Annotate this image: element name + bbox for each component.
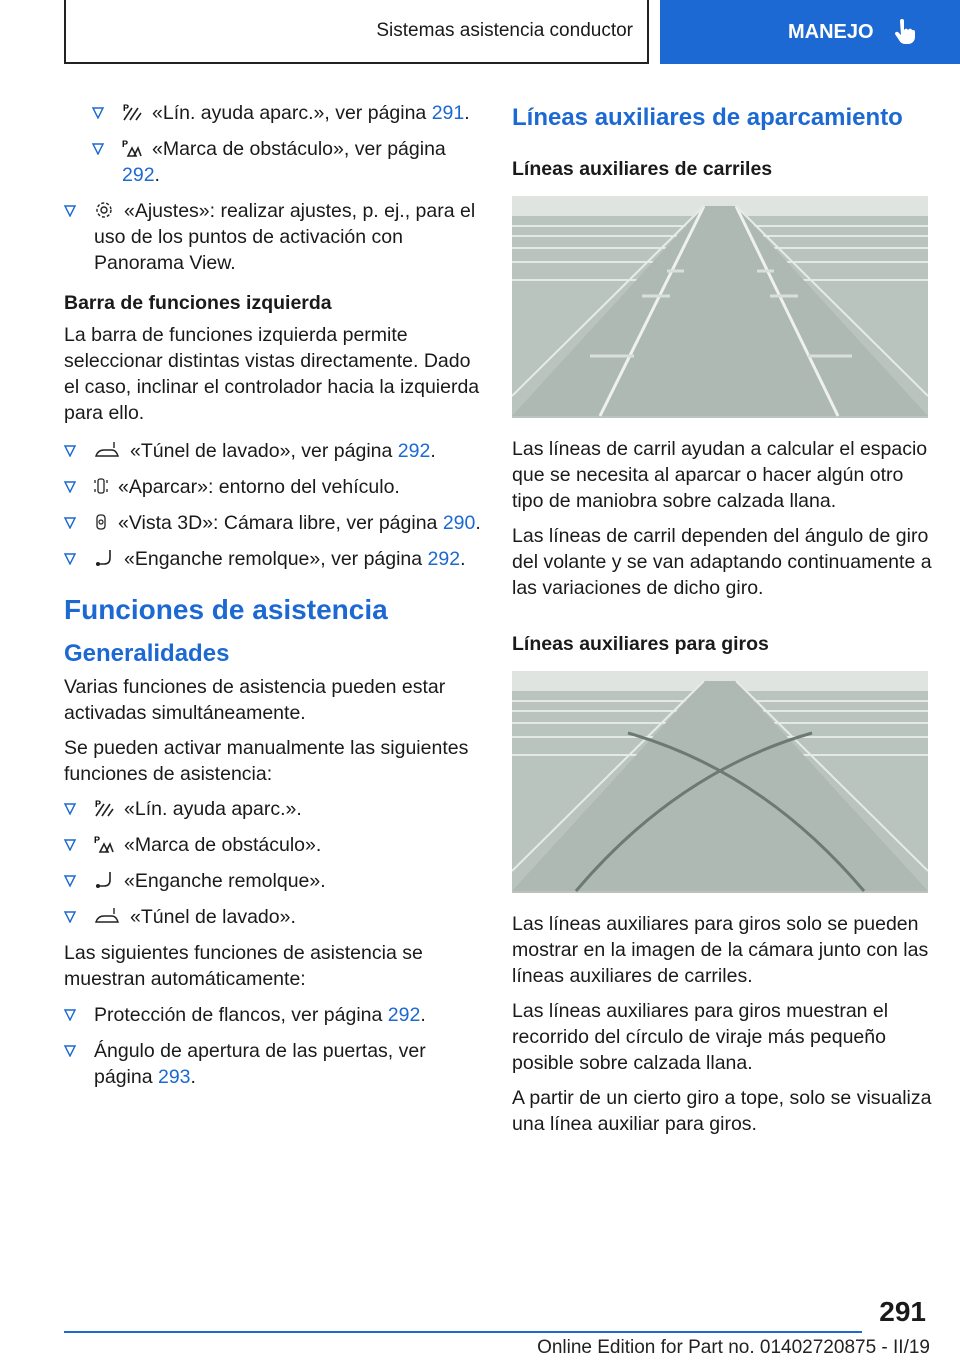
subheading: Barra de funciones izquierda bbox=[64, 292, 332, 314]
triangle-bullet-icon bbox=[64, 445, 76, 457]
car-wash-icon bbox=[94, 440, 120, 460]
triangle-bullet-icon bbox=[64, 911, 76, 923]
list-item: P «Lín. ayuda aparc.», ver página 291. bbox=[64, 100, 484, 126]
page-link[interactable]: 292 bbox=[122, 164, 155, 186]
footer-edition: Online Edition for Part no. 01402720875 - II/19 bbox=[537, 1337, 930, 1358]
page-link[interactable]: 290 bbox=[442, 512, 476, 534]
list-item: P «Marca de obstáculo». bbox=[64, 832, 484, 858]
lane-lines-illustration bbox=[512, 196, 928, 418]
paragraph: Se pueden activar manualmente las siguientes funciones de asistencia: bbox=[64, 737, 469, 785]
vehicle-top-view-icon bbox=[94, 476, 108, 496]
triangle-bullet-icon bbox=[64, 875, 76, 887]
svg-text:P: P bbox=[122, 139, 129, 149]
header-section-title: Sistemas asistencia conductor bbox=[376, 20, 633, 41]
list-item: P «Lín. ayuda aparc.». bbox=[64, 796, 484, 822]
gear-icon bbox=[94, 200, 114, 220]
paragraph: Las líneas auxiliares para giros muestran el recorrido del círculo de viraje más pequeño posible sobre calzada llana. bbox=[512, 1000, 889, 1074]
subheading: Líneas auxiliares de carriles bbox=[512, 158, 773, 180]
list-item: «Enganche remolque», ver página 292. bbox=[64, 546, 484, 572]
paragraph: Varias funciones de asistencia pueden estar activadas simultáneamente. bbox=[64, 676, 446, 724]
triangle-bullet-icon bbox=[64, 517, 76, 529]
list-item: «Enganche remolque». bbox=[64, 868, 484, 894]
svg-text:P: P bbox=[95, 799, 102, 809]
list-item: «Túnel de lavado». bbox=[64, 904, 484, 930]
triangle-bullet-icon bbox=[64, 481, 76, 493]
triangle-bullet-icon bbox=[92, 107, 104, 119]
svg-text:P: P bbox=[123, 103, 130, 113]
header-section-box bbox=[64, 0, 649, 64]
list-item: «Aparcar»: entorno del vehículo. bbox=[64, 474, 484, 500]
paragraph: Las siguientes funciones de asistencia se muestran automáticamente: bbox=[64, 942, 423, 990]
section-heading: Líneas auxiliares de aparcamiento bbox=[512, 104, 903, 131]
list-item: P «Marca de obstáculo», ver página 292. bbox=[64, 136, 484, 188]
page-link[interactable]: 292 bbox=[387, 1004, 421, 1026]
obstacle-marking-icon bbox=[122, 138, 142, 158]
right-column bbox=[512, 100, 932, 1146]
trailer-hitch-icon bbox=[94, 870, 114, 890]
parking-lines-icon bbox=[122, 102, 142, 122]
pointing-hand-icon bbox=[894, 19, 916, 45]
trailer-hitch-icon bbox=[94, 548, 114, 568]
list-item: «Ajustes»: realizar ajustes, p. ej., para el uso de los puntos de activación con Panorama View. bbox=[64, 198, 484, 276]
triangle-bullet-icon bbox=[64, 205, 76, 217]
list-item: Ángulo de apertura de las puertas, ver página 293. bbox=[64, 1038, 484, 1090]
list-item: «Túnel de lavado», ver página 292. bbox=[64, 438, 484, 464]
footer-divider bbox=[64, 1331, 862, 1333]
page-link[interactable]: 291 bbox=[431, 102, 465, 124]
paragraph: A partir de un cierto giro a tope, solo se visualiza una línea auxiliar para giros. bbox=[512, 1087, 932, 1135]
page-link[interactable]: 293 bbox=[157, 1066, 191, 1088]
subsection-heading: Generalidades bbox=[64, 640, 230, 667]
left-column bbox=[64, 100, 484, 1100]
paragraph: Las líneas de carril ayudan a calcular el espacio que se necesita al aparcar o hacer algún otro tipo de maniobra sobre calzada llana. bbox=[512, 438, 928, 512]
list-item: «Vista 3D»: Cámara libre, ver página 290. bbox=[64, 510, 484, 536]
paragraph: Las líneas de carril dependen del ángulo de giro del volante y se van adaptando continuamente a las variaciones de dicho giro. bbox=[512, 525, 932, 599]
car-wash-icon bbox=[94, 906, 120, 926]
3d-view-icon bbox=[94, 512, 108, 532]
triangle-bullet-icon bbox=[64, 1045, 76, 1057]
paragraph: La barra de funciones izquierda permite seleccionar distintas vistas directamente. Dado el caso, inclinar el controlador hacia la izquierda para ello. bbox=[64, 324, 480, 424]
triangle-bullet-icon bbox=[64, 839, 76, 851]
page-link[interactable]: 292 bbox=[427, 548, 461, 570]
turning-lines-illustration bbox=[512, 671, 928, 893]
section-heading: Funciones de asistencia bbox=[64, 594, 388, 625]
svg-text:P: P bbox=[94, 835, 101, 845]
triangle-bullet-icon bbox=[92, 143, 104, 155]
subheading: Líneas auxiliares para giros bbox=[512, 633, 769, 655]
page-link[interactable]: 292 bbox=[397, 440, 431, 462]
parking-lines-icon bbox=[94, 798, 114, 818]
obstacle-marking-icon bbox=[94, 834, 114, 854]
triangle-bullet-icon bbox=[64, 1009, 76, 1021]
page-number: 291 bbox=[879, 1296, 926, 1327]
triangle-bullet-icon bbox=[64, 553, 76, 565]
header-chapter-tab[interactable] bbox=[660, 0, 960, 64]
paragraph: Las líneas auxiliares para giros solo se pueden mostrar en la imagen de la cámara junto con las líneas auxiliares de carriles. bbox=[512, 913, 929, 987]
triangle-bullet-icon bbox=[64, 803, 76, 815]
list-item: Protección de flancos, ver página 292. bbox=[64, 1002, 484, 1028]
header-chapter-label: MANEJO bbox=[788, 20, 874, 43]
